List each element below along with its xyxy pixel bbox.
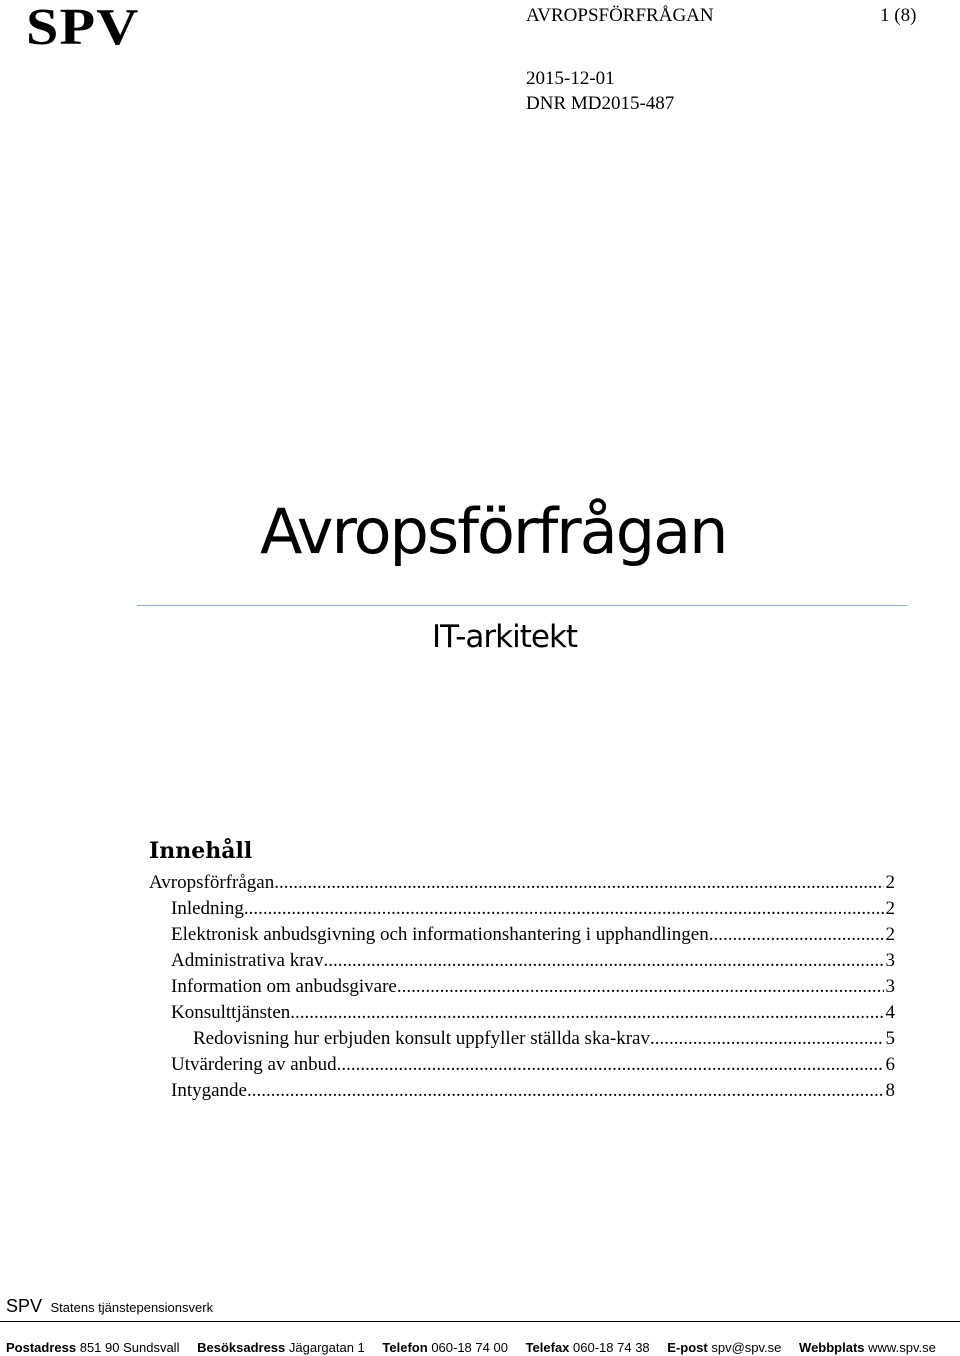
header-page-number: 1 (8) (880, 5, 917, 26)
toc-dot-leader (324, 948, 884, 974)
toc-entry-page: 4 (885, 1002, 895, 1023)
footer-visiting-address: Besöksadress Jägargatan 1 (197, 1340, 365, 1355)
footer-divider (0, 1321, 960, 1322)
toc-entry[interactable] (149, 870, 895, 896)
footer-org-abbr: SPV (6, 1296, 43, 1316)
toc-entry[interactable] (193, 1026, 895, 1052)
toc-dot-leader (290, 1000, 883, 1026)
document-title: Avropsförfrågan (260, 495, 727, 568)
footer-email[interactable]: E-post spv@spv.se (667, 1340, 782, 1355)
spv-logo: SPV (26, 0, 140, 56)
toc-dot-leader (709, 922, 884, 948)
toc-entry-text: Inledning (171, 898, 244, 919)
toc-entry-page: 6 (885, 1054, 895, 1075)
document-subtitle: IT-arkitekt (432, 619, 578, 655)
toc-entry[interactable] (171, 974, 895, 1000)
toc-entry[interactable] (171, 1078, 895, 1104)
title-divider (137, 605, 907, 606)
footer-organization (6, 1296, 213, 1317)
toc-entry-text: Avropsförfrågan (149, 872, 275, 893)
toc-entry-text: Administrativa krav (171, 950, 324, 971)
toc-dot-leader (337, 1052, 884, 1078)
footer-postal-address: Postadress 851 90 Sundsvall (6, 1340, 180, 1355)
toc-entry-page: 3 (885, 976, 895, 997)
toc-dot-leader (650, 1026, 884, 1052)
header-date: 2015-12-01 (526, 68, 615, 89)
toc-entry-page: 3 (885, 950, 895, 971)
toc-dot-leader (397, 974, 884, 1000)
footer-org-name: Statens tjänstepensionsverk (50, 1300, 214, 1315)
toc-entry-text: Information om anbudsgivare (171, 976, 397, 997)
toc-entry-page: 8 (885, 1080, 895, 1101)
toc-entry-text: Intygande (171, 1080, 247, 1101)
toc-entry-text: Elektronisk anbudsgivning och informationshantering i upphandlingen (171, 924, 709, 945)
toc-heading: Innehåll (149, 838, 253, 864)
toc-entry-text: Redovisning hur erbjuden konsult uppfyller ställda ska-krav (193, 1028, 650, 1049)
toc-entry[interactable] (171, 948, 895, 974)
toc-entry-page: 2 (885, 924, 895, 945)
toc-dot-leader (247, 1078, 884, 1104)
toc-entry[interactable] (171, 922, 895, 948)
toc-entry-text: Utvärdering av anbud (171, 1054, 337, 1075)
toc-entry-page: 2 (885, 872, 895, 893)
header-document-type: AVROPSFÖRFRÅGAN (526, 5, 714, 26)
toc-dot-leader (244, 896, 884, 922)
toc-entry-text: Konsulttjänsten (171, 1002, 291, 1023)
footer-phone: Telefon 060-18 74 00 (382, 1340, 508, 1355)
header-dnr: DNR MD2015-487 (526, 93, 675, 114)
toc-entry-page: 2 (885, 898, 895, 919)
footer-website[interactable]: Webbplats www.spv.se (799, 1340, 936, 1355)
footer-contact-line (6, 1340, 956, 1355)
toc-entry[interactable] (171, 896, 895, 922)
toc-entry[interactable] (171, 1052, 895, 1078)
toc-dot-leader (274, 870, 883, 896)
toc-entry-page: 5 (885, 1028, 895, 1049)
footer-fax: Telefax 060-18 74 38 (525, 1340, 650, 1355)
toc-entry[interactable] (171, 1000, 895, 1026)
